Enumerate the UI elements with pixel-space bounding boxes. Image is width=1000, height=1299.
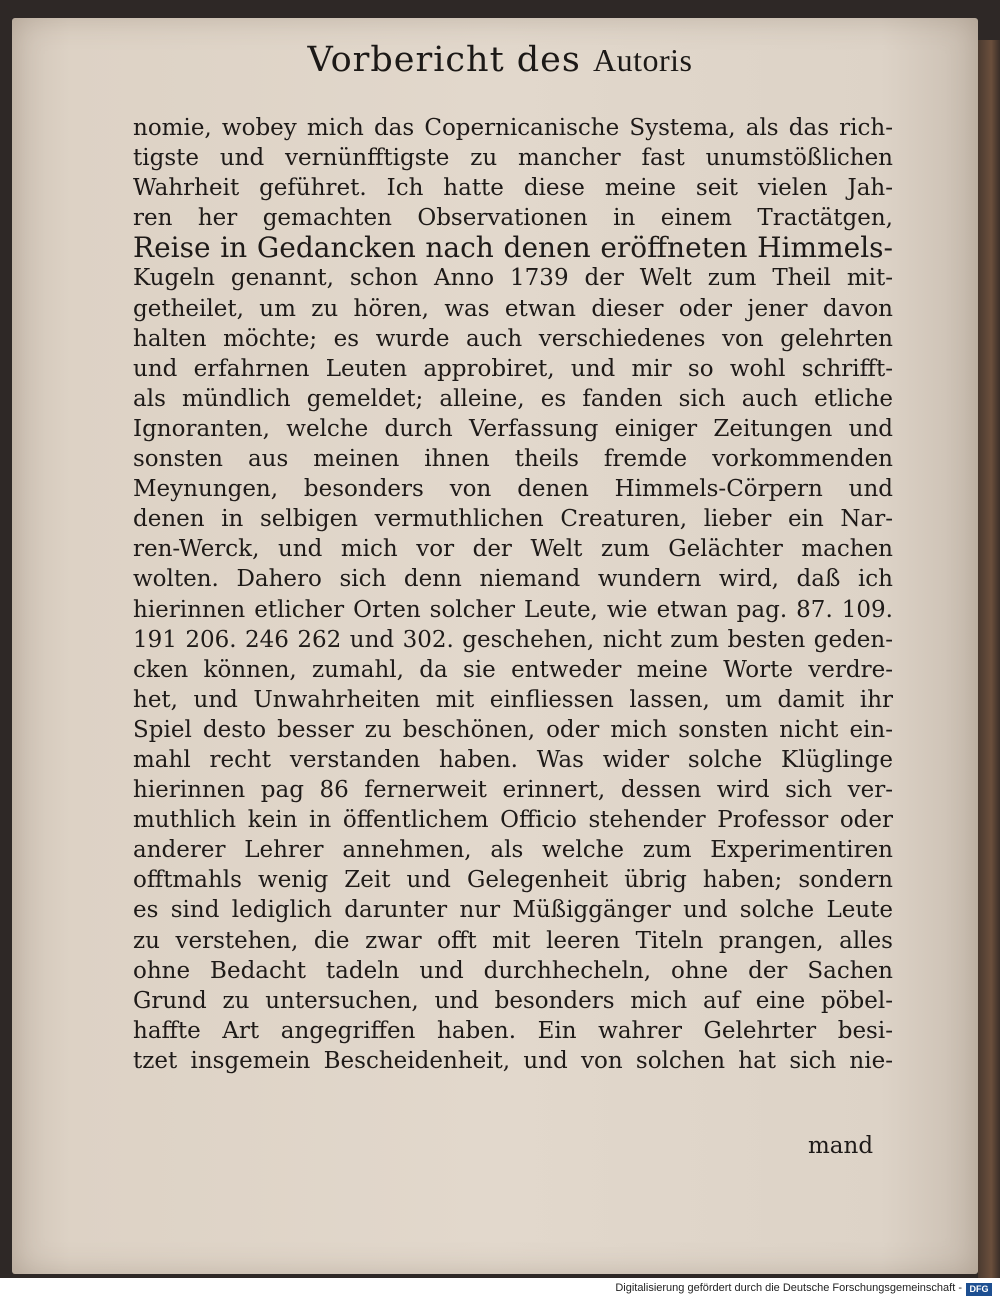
text-line: sonsten aus meinen ihnen theils fremde vorkommenden bbox=[133, 446, 893, 473]
text-line: tigste und vernünfftigste zu mancher fast unumstößlichen bbox=[133, 145, 893, 172]
text-line: ren-Werck, und mich vor der Welt zum Gelächter machen bbox=[133, 536, 893, 563]
text-line: anderer Lehrer annehmen, als welche zum Experimentiren bbox=[133, 837, 893, 864]
text-line: und erfahrnen Leuten approbiret, und mir so wohl schrifft- bbox=[133, 355, 893, 382]
book-edge bbox=[978, 40, 1000, 1278]
footer-credit: Digitalisierung gefördert durch die Deutsche Forschungsgemeinschaft - bbox=[615, 1282, 962, 1294]
text-line: het, und Unwahrheiten mit einfliessen lassen, um damit ihr bbox=[133, 686, 893, 713]
text-line: nomie, wobey mich das Copernicanische Systema, als das rich- bbox=[133, 115, 893, 141]
text-line: hierinnen pag 86 fernerweit erinnert, dessen wird sich ver- bbox=[133, 777, 893, 804]
text-line: Spiel desto besser zu beschönen, oder mich sonsten nicht ein- bbox=[133, 716, 893, 743]
text-line: haffte Art angegriffen haben. Ein wahrer Gelehrter besi- bbox=[133, 1017, 893, 1044]
body-text bbox=[133, 113, 893, 1076]
text-line: hierinnen etlicher Orten solcher Leute, wie etwan pag. 87. 109. bbox=[133, 596, 893, 623]
text-line: muthlich kein in öffentlichem Officio stehender Professor oder bbox=[133, 807, 893, 834]
text-line: Grund zu untersuchen, und besonders mich auf eine pöbel- bbox=[133, 987, 893, 1014]
running-head-latin: Autoris bbox=[592, 42, 693, 78]
text-line: zu verstehen, die zwar offt mit leeren Titeln prangen, alles bbox=[133, 927, 893, 954]
text-line: Reise in Gedancken nach denen eröffneten Himmels- bbox=[133, 231, 893, 265]
text-line: Ignoranten, welche durch Verfassung einiger Zeitungen und bbox=[133, 415, 893, 442]
dfg-logo: DFG bbox=[966, 1283, 992, 1296]
text-line: ohne Bedacht tadeln und durchhecheln, ohne der Sachen bbox=[133, 957, 893, 984]
text-line: mahl recht verstanden haben. Was wider solche Klüglinge bbox=[133, 746, 893, 773]
running-head-main: Vorbericht des bbox=[307, 40, 581, 80]
text-line: als mündlich gemeldet; alleine, es fanden sich auch etliche bbox=[133, 385, 893, 412]
text-line: 191 206. 246 262 und 302. geschehen, nicht zum besten geden- bbox=[133, 626, 893, 653]
text-line: denen in selbigen vermuthlichen Creaturen, lieber ein Nar- bbox=[133, 506, 893, 533]
text-line: Wahrheit geführet. Ich hatte diese meine seit vielen Jah- bbox=[133, 175, 893, 202]
catchword: mand bbox=[808, 1133, 874, 1159]
running-head bbox=[0, 40, 1000, 80]
text-line: halten möchte; es wurde auch verschiedenes von gelehrten bbox=[133, 325, 893, 352]
text-line: cken können, zumahl, da sie entweder meine Worte verdre- bbox=[133, 656, 893, 683]
text-line: Meynungen, besonders von denen Himmels-Cörpern und bbox=[133, 476, 893, 503]
text-line: getheilet, um zu hören, was etwan dieser oder jener davon bbox=[133, 295, 893, 322]
text-line: offtmahls wenig Zeit und Gelegenheit übrig haben; sondern bbox=[133, 867, 893, 894]
text-line: wolten. Dahero sich denn niemand wundern wird, daß ich bbox=[133, 566, 893, 593]
text-line: ren her gemachten Observationen in einem Tractätgen, bbox=[133, 205, 893, 232]
text-line: es sind lediglich darunter nur Müßiggänger und solche Leute bbox=[133, 897, 893, 924]
text-line: tzet insgemein Bescheidenheit, und von solchen hat sich nie- bbox=[133, 1047, 893, 1074]
footer-bar bbox=[0, 1280, 1000, 1299]
text-line: Kugeln genannt, schon Anno 1739 der Welt zum Theil mit- bbox=[133, 265, 893, 292]
